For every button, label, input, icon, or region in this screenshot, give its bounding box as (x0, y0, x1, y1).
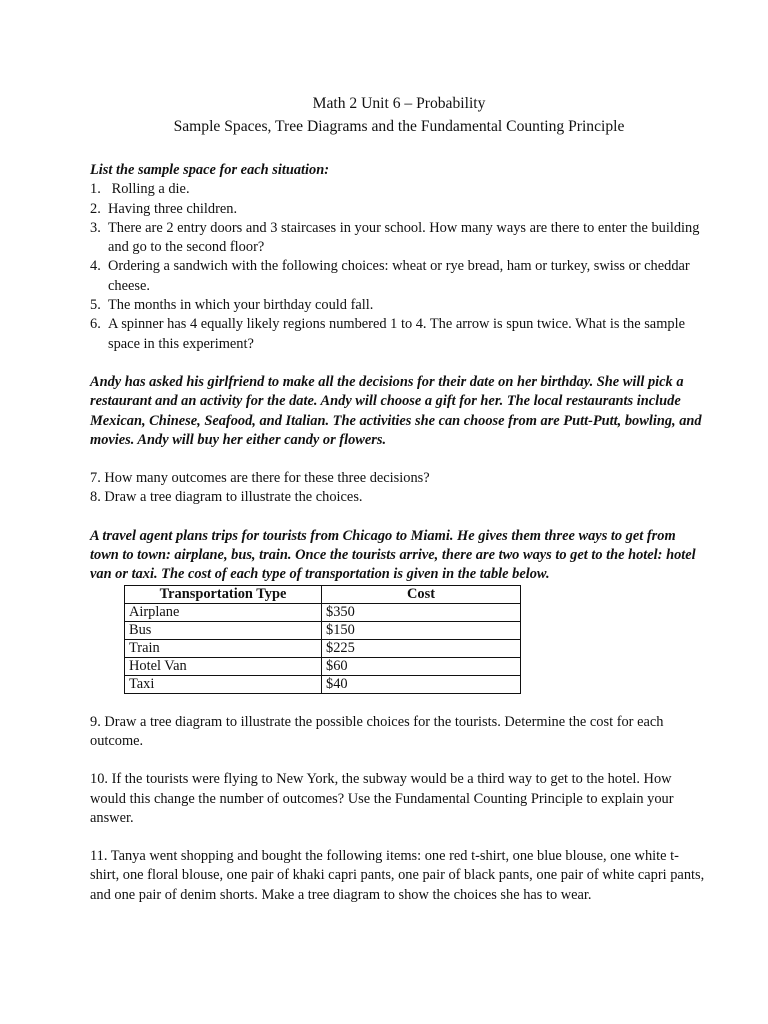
table-cell: Taxi (125, 675, 322, 693)
transportation-cost-table (124, 585, 521, 694)
table-cell: $40 (322, 675, 521, 693)
question-9: 9. Draw a tree diagram to illustrate the possible choices for the tourists. Determine the cost for each outcome. (90, 713, 664, 749)
table-header-row (125, 585, 521, 603)
list-item: 1. Rolling a die. (90, 181, 190, 198)
list-item: 2. Having three children. (90, 200, 238, 217)
table-row (125, 639, 521, 657)
table-row (125, 621, 521, 639)
section-heading: List the sample space for each situation: (90, 162, 330, 178)
table-cell: $225 (322, 639, 521, 657)
table-cell: Bus (125, 621, 322, 639)
table-cell: $60 (322, 657, 521, 675)
sample-space-list (90, 180, 708, 354)
question-8: 8. Draw a tree diagram to illustrate the choices. (90, 489, 363, 506)
question-10: 10. If the tourists were flying to New York, the subway would be a third way to get to the hotel. How would this change the number of outcomes? Use the Fundamental Counting Principle to explain your answer. (90, 771, 674, 826)
table-cell: Train (125, 639, 322, 657)
andy-paragraph: Andy has asked his girlfriend to make all the decisions for their date on her birthday. She will pick a restaurant and an activity for the date. Andy will choose a gift for her. The local restaurants include Mexican, Chinese, Seafood, and Italian. The activities she can choose from are Putt-Putt, bowling, and movies. Andy will buy her either candy or flowers. (90, 373, 702, 448)
list-item: 5. The months in which your birthday could fall. (90, 297, 374, 314)
list-item: 4. Ordering a sandwich with the following choices: wheat or rye bread, ham or turkey, swiss or cheddar cheese. (90, 258, 690, 294)
table-row (125, 657, 521, 675)
page-title: Math 2 Unit 6 – Probability (312, 95, 486, 112)
table-cell: Airplane (125, 603, 322, 621)
table-cell: Hotel Van (125, 657, 322, 675)
column-header: Transportation Type (125, 585, 322, 603)
list-item: 3. There are 2 entry doors and 3 staircases in your school. How many ways are there to enter the building and go to the second floor? (90, 219, 700, 256)
table-row (125, 675, 521, 693)
question-11: 11. Tanya went shopping and bought the following items: one red t-shirt, one blue blouse, one white t-shirt, one floral blouse, one pair of khaki capri pants, one pair of black pants, one pair of white capri pants, and one pair of denim shorts. Make a tree diagram to show the choices she has to wear. (90, 848, 705, 903)
table-row (125, 603, 521, 621)
travel-paragraph: A travel agent plans trips for tourists from Chicago to Miami. He gives them three ways to get from town to town: airplane, bus, train. Once the tourists arrive, there are two ways to get to the hotel: hotel van or taxi. The cost of each type of transportation is given in the table below. (90, 527, 696, 583)
question-7: 7. How many outcomes are there for these three decisions? (90, 470, 430, 487)
column-header: Cost (322, 585, 521, 603)
page-subtitle: Sample Spaces, Tree Diagrams and the Fundamental Counting Principle (173, 118, 625, 135)
table-cell: $150 (322, 621, 521, 639)
list-item: 6. A spinner has 4 equally likely regions numbered 1 to 4. The arrow is spun twice. What is the sample space in this experiment? (90, 316, 685, 352)
table-cell: $350 (322, 603, 521, 621)
